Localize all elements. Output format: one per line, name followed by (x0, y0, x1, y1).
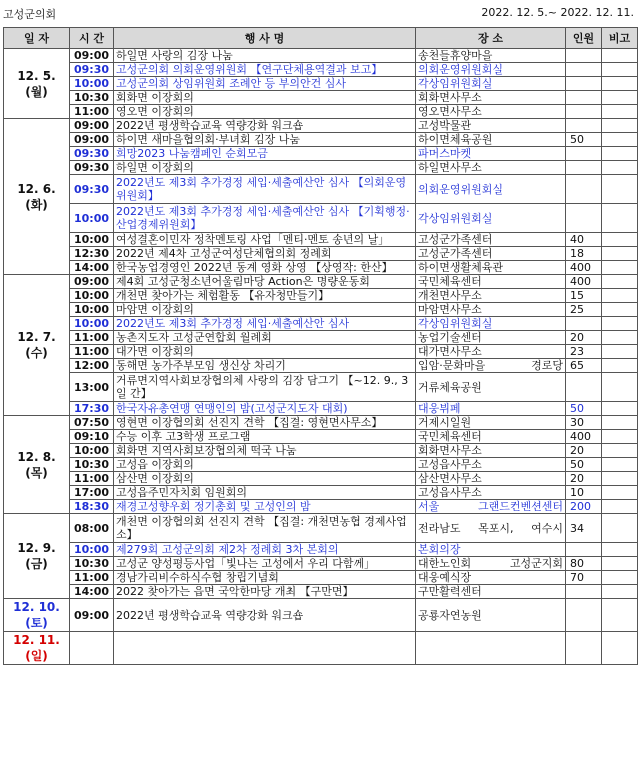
day-date: 12. 7. (17, 330, 56, 344)
place-cell: 구만활력센터 (416, 585, 566, 599)
day-cell (4, 514, 70, 599)
people-cell: 65 (566, 359, 602, 373)
table-row (4, 77, 638, 91)
table-row (4, 105, 638, 119)
time-cell: 10:00 (70, 444, 114, 458)
note-cell (602, 585, 638, 599)
event-cell: 2022년도 제3회 추가경정 세입·세출예산안 심사 【기획행정·산업경제위원회】 (114, 204, 416, 233)
note-cell (602, 275, 638, 289)
table-row (4, 632, 638, 665)
place-cell: 거류체육공원 (416, 373, 566, 402)
place-cell: 회화면사무소 (416, 91, 566, 105)
table-row (4, 275, 638, 289)
place-cell: 고성읍사무소 (416, 458, 566, 472)
place-cell: 하이면생활체육관 (416, 261, 566, 275)
note-cell (602, 557, 638, 571)
day-date: 12. 6. (17, 181, 56, 196)
table-row (4, 49, 638, 63)
people-cell (566, 632, 602, 665)
note-cell (602, 289, 638, 303)
header-place: 장 소 (416, 28, 566, 49)
place-cell: 삼산면사무소 (416, 472, 566, 486)
table-row (4, 416, 638, 430)
time-cell: 10:30 (70, 91, 114, 105)
event-cell: 동해면 농가주부모임 생신상 차리기 (114, 359, 416, 373)
day-weekday: (화) (25, 197, 48, 212)
day-cell (4, 119, 70, 275)
day-weekday: (월) (25, 84, 48, 99)
people-cell: 10 (566, 486, 602, 500)
time-cell (70, 632, 114, 665)
note-cell (602, 500, 638, 514)
table-row (4, 261, 638, 275)
people-cell (566, 204, 602, 233)
place-cell: 하이면체육공원 (416, 133, 566, 147)
event-cell: 고성군의회 상임위원회 조례안 등 부의안건 심사 (114, 77, 416, 91)
time-cell: 10:00 (70, 543, 114, 557)
place-cell: 회화면사무소 (416, 444, 566, 458)
event-cell (114, 632, 416, 665)
place-cell: 의회운영위원회실 (416, 63, 566, 77)
place-cell: 하일면사무소 (416, 161, 566, 175)
event-cell: 고성군 양성평등사업「빛나는 고성에서 우리 다함께」 (114, 557, 416, 571)
note-cell (602, 514, 638, 543)
place-cell: 공룡자연농원 (416, 599, 566, 632)
time-cell: 09:00 (70, 49, 114, 63)
time-cell: 10:00 (70, 317, 114, 331)
time-cell: 11:00 (70, 331, 114, 345)
event-cell: 2022년 평생학습교육 역량강화 워크숍 (114, 599, 416, 632)
event-cell: 하일면 이장회의 (114, 161, 416, 175)
table-row (4, 303, 638, 317)
time-cell: 17:00 (70, 486, 114, 500)
day-cell (4, 275, 70, 416)
place-cell: 국민체육센터 (416, 430, 566, 444)
event-cell: 개천면 찾아가는 체험활동 【유자청만들기】 (114, 289, 416, 303)
day-weekday: (수) (25, 346, 48, 360)
time-cell: 09:30 (70, 147, 114, 161)
place-cell: 입암·문화마을 경로당 (416, 359, 566, 373)
people-cell (566, 317, 602, 331)
organization-name: 고성군의회 (3, 8, 57, 21)
day-date: 12. 5. (17, 68, 56, 83)
people-cell: 18 (566, 247, 602, 261)
table-row (4, 147, 638, 161)
people-cell (566, 147, 602, 161)
place-cell: 파머스마켓 (416, 147, 566, 161)
day-cell (4, 599, 70, 632)
table-row (4, 557, 638, 571)
note-cell (602, 175, 638, 204)
table-row (4, 430, 638, 444)
note-cell (602, 373, 638, 402)
note-cell (602, 599, 638, 632)
people-cell: 50 (566, 402, 602, 416)
place-cell: 각상임위원회실 (416, 317, 566, 331)
time-cell: 10:30 (70, 557, 114, 571)
table-row (4, 472, 638, 486)
place-cell: 각상임위원회실 (416, 204, 566, 233)
time-cell: 17:30 (70, 402, 114, 416)
table-row (4, 331, 638, 345)
time-cell: 10:00 (70, 204, 114, 233)
table-row (4, 63, 638, 77)
event-cell: 2022 찾아가는 읍면 국악한마당 개최 【구만면】 (114, 585, 416, 599)
place-cell: 대가면사무소 (416, 345, 566, 359)
place-cell: 각상임위원회실 (416, 77, 566, 91)
time-cell: 10:00 (70, 77, 114, 91)
event-cell: 제4회 고성군청소년어울림마당 Action은 명량운동회 (114, 275, 416, 289)
event-cell: 2022년 평생학습교육 역량강화 워크숍 (114, 119, 416, 133)
people-cell: 400 (566, 275, 602, 289)
note-cell (602, 204, 638, 233)
table-row (4, 161, 638, 175)
time-cell: 07:50 (70, 416, 114, 430)
day-weekday: (목) (25, 465, 48, 480)
day-weekday: (일) (25, 649, 48, 663)
people-cell: 70 (566, 571, 602, 585)
people-cell (566, 77, 602, 91)
place-cell: 서울 그랜드컨벤션센터 (416, 500, 566, 514)
table-header-row (4, 28, 638, 49)
table-row (4, 133, 638, 147)
place-cell: 거제시일원 (416, 416, 566, 430)
people-cell: 200 (566, 500, 602, 514)
table-row (4, 247, 638, 261)
day-date: 12. 9. (17, 541, 56, 555)
table-row (4, 500, 638, 514)
time-cell: 10:00 (70, 233, 114, 247)
table-row (4, 317, 638, 331)
event-cell: 희망2023 나눔캠페인 순회모금 (114, 147, 416, 161)
note-cell (602, 458, 638, 472)
note-cell (602, 345, 638, 359)
people-cell (566, 105, 602, 119)
date-range: 2022. 12. 5.~ 2022. 12. 11. (481, 6, 634, 19)
place-cell: 대한노인회 고성군지회 (416, 557, 566, 571)
place-cell: 농업기술센터 (416, 331, 566, 345)
table-row (4, 289, 638, 303)
people-cell (566, 373, 602, 402)
note-cell (602, 233, 638, 247)
table-row (4, 119, 638, 133)
time-cell: 09:00 (70, 119, 114, 133)
table-row (4, 373, 638, 402)
note-cell (602, 49, 638, 63)
event-cell: 하이면 새마을협의회·부녀회 김장 나눔 (114, 133, 416, 147)
event-cell: 마암면 이장회의 (114, 303, 416, 317)
note-cell (602, 133, 638, 147)
event-cell: 여성결혼이민자 정착멘토링 사업「멘티·멘토 송년의 날」 (114, 233, 416, 247)
people-cell: 50 (566, 458, 602, 472)
header-note: 비고 (602, 28, 638, 49)
time-cell: 11:00 (70, 105, 114, 119)
header-time: 시 간 (70, 28, 114, 49)
people-cell (566, 91, 602, 105)
time-cell: 08:00 (70, 514, 114, 543)
place-cell: 대웅뷔페 (416, 402, 566, 416)
event-cell: 재경고성향우회 정기총회 및 고성인의 밤 (114, 500, 416, 514)
time-cell: 11:00 (70, 571, 114, 585)
event-cell: 2022년 제4차 고성군여성단체협의회 정례회 (114, 247, 416, 261)
schedule-table (3, 27, 638, 665)
people-cell: 50 (566, 133, 602, 147)
table-row (4, 599, 638, 632)
event-cell: 개천면 이장협의회 선진지 견학 【집결: 개천면농협 경제사업소】 (114, 514, 416, 543)
table-row (4, 514, 638, 543)
note-cell (602, 261, 638, 275)
time-cell: 12:30 (70, 247, 114, 261)
table-row (4, 175, 638, 204)
place-cell: 마암면사무소 (416, 303, 566, 317)
table-row (4, 486, 638, 500)
note-cell (602, 317, 638, 331)
event-cell: 농촌지도자 고성군연합회 월례회 (114, 331, 416, 345)
table-row (4, 585, 638, 599)
note-cell (602, 119, 638, 133)
schedule-body (4, 49, 638, 665)
day-date: 12. 10. (13, 600, 60, 614)
note-cell (602, 77, 638, 91)
table-row (4, 233, 638, 247)
event-cell: 영오면 이장회의 (114, 105, 416, 119)
event-cell: 영현면 이장협의회 선진지 견학 【집결: 영현면사무소】 (114, 416, 416, 430)
note-cell (602, 147, 638, 161)
note-cell (602, 161, 638, 175)
event-cell: 2022년도 제3회 추가경정 세입·세출예산안 심사 【의회운영위원회】 (114, 175, 416, 204)
event-cell: 삼산면 이장회의 (114, 472, 416, 486)
time-cell: 09:00 (70, 275, 114, 289)
time-cell: 14:00 (70, 261, 114, 275)
people-cell: 25 (566, 303, 602, 317)
time-cell: 09:00 (70, 599, 114, 632)
time-cell: 09:30 (70, 63, 114, 77)
people-cell (566, 63, 602, 77)
people-cell (566, 599, 602, 632)
people-cell: 34 (566, 514, 602, 543)
header-event: 행 사 명 (114, 28, 416, 49)
event-cell: 2022년도 제3회 추가경정 세입·세출예산안 심사 (114, 317, 416, 331)
people-cell (566, 175, 602, 204)
people-cell: 20 (566, 331, 602, 345)
table-row (4, 444, 638, 458)
time-cell: 09:30 (70, 175, 114, 204)
time-cell: 10:00 (70, 289, 114, 303)
time-cell: 12:00 (70, 359, 114, 373)
note-cell (602, 91, 638, 105)
note-cell (602, 331, 638, 345)
day-cell (4, 632, 70, 665)
time-cell: 14:00 (70, 585, 114, 599)
people-cell (566, 119, 602, 133)
note-cell (602, 444, 638, 458)
event-cell: 거류면지역사회보장협의체 사랑의 김장 담그기 【~12. 9., 3일 간】 (114, 373, 416, 402)
event-cell: 고성읍 이장회의 (114, 458, 416, 472)
place-cell: 대웅예식장 (416, 571, 566, 585)
event-cell: 하일면 사랑의 김장 나눔 (114, 49, 416, 63)
time-cell: 13:00 (70, 373, 114, 402)
place-cell: 송천들휴양마을 (416, 49, 566, 63)
event-cell: 고성군의회 의회운영위원회 【연구단체용역결과 보고】 (114, 63, 416, 77)
time-cell: 11:00 (70, 472, 114, 486)
event-cell: 회화면 지역사회보장협의체 떡국 나눔 (114, 444, 416, 458)
note-cell (602, 105, 638, 119)
table-row (4, 204, 638, 233)
note-cell (602, 416, 638, 430)
time-cell: 09:10 (70, 430, 114, 444)
people-cell (566, 161, 602, 175)
table-row (4, 91, 638, 105)
people-cell (566, 543, 602, 557)
place-cell: 고성박물관 (416, 119, 566, 133)
time-cell: 10:30 (70, 458, 114, 472)
event-cell: 대가면 이장회의 (114, 345, 416, 359)
people-cell (566, 585, 602, 599)
event-cell: 한국농업경영인 2022년 동계 영화 상영 【상영작: 한산】 (114, 261, 416, 275)
place-cell: 전라남도 목포시, 여수시 (416, 514, 566, 543)
note-cell (602, 543, 638, 557)
event-cell: 고성읍주민자치회 임원회의 (114, 486, 416, 500)
time-cell: 18:30 (70, 500, 114, 514)
day-cell (4, 49, 70, 119)
people-cell: 15 (566, 289, 602, 303)
place-cell: 고성읍사무소 (416, 486, 566, 500)
people-cell: 20 (566, 444, 602, 458)
table-row (4, 345, 638, 359)
note-cell (602, 402, 638, 416)
note-cell (602, 303, 638, 317)
people-cell: 400 (566, 430, 602, 444)
time-cell: 09:00 (70, 133, 114, 147)
place-cell: 고성군가족센터 (416, 233, 566, 247)
day-weekday: (토) (25, 616, 48, 630)
note-cell (602, 63, 638, 77)
table-row (4, 359, 638, 373)
table-row (4, 543, 638, 557)
people-cell: 40 (566, 233, 602, 247)
place-cell: 의회운영위원회실 (416, 175, 566, 204)
day-weekday: (금) (25, 557, 48, 571)
event-cell: 회화면 이장회의 (114, 91, 416, 105)
table-row (4, 402, 638, 416)
day-date: 12. 8. (17, 449, 56, 464)
note-cell (602, 486, 638, 500)
people-cell (566, 49, 602, 63)
table-row (4, 458, 638, 472)
note-cell (602, 430, 638, 444)
note-cell (602, 571, 638, 585)
people-cell: 400 (566, 261, 602, 275)
people-cell: 80 (566, 557, 602, 571)
place-cell (416, 632, 566, 665)
header-day: 일 자 (4, 28, 70, 49)
place-cell: 개천면사무소 (416, 289, 566, 303)
event-cell: 한국자유총연맹 연맹인의 밤(고성군지도자 대회) (114, 402, 416, 416)
time-cell: 11:00 (70, 345, 114, 359)
event-cell: 수능 이후 고3학생 프로그램 (114, 430, 416, 444)
event-cell: 제279회 고성군의회 제2차 정례회 3차 본회의 (114, 543, 416, 557)
header-bar (0, 0, 640, 27)
day-date: 12. 11. (13, 633, 60, 647)
place-cell: 국민체육센터 (416, 275, 566, 289)
people-cell: 30 (566, 416, 602, 430)
people-cell: 23 (566, 345, 602, 359)
place-cell: 영오면사무소 (416, 105, 566, 119)
note-cell (602, 247, 638, 261)
place-cell: 고성군가족센터 (416, 247, 566, 261)
note-cell (602, 359, 638, 373)
people-cell: 20 (566, 472, 602, 486)
note-cell (602, 472, 638, 486)
place-cell: 본회의장 (416, 543, 566, 557)
event-cell: 경남가리비수하식수협 창립기념회 (114, 571, 416, 585)
time-cell: 10:00 (70, 303, 114, 317)
day-cell (4, 416, 70, 514)
table-row (4, 571, 638, 585)
header-people: 인원 (566, 28, 602, 49)
note-cell (602, 632, 638, 665)
time-cell: 09:30 (70, 161, 114, 175)
